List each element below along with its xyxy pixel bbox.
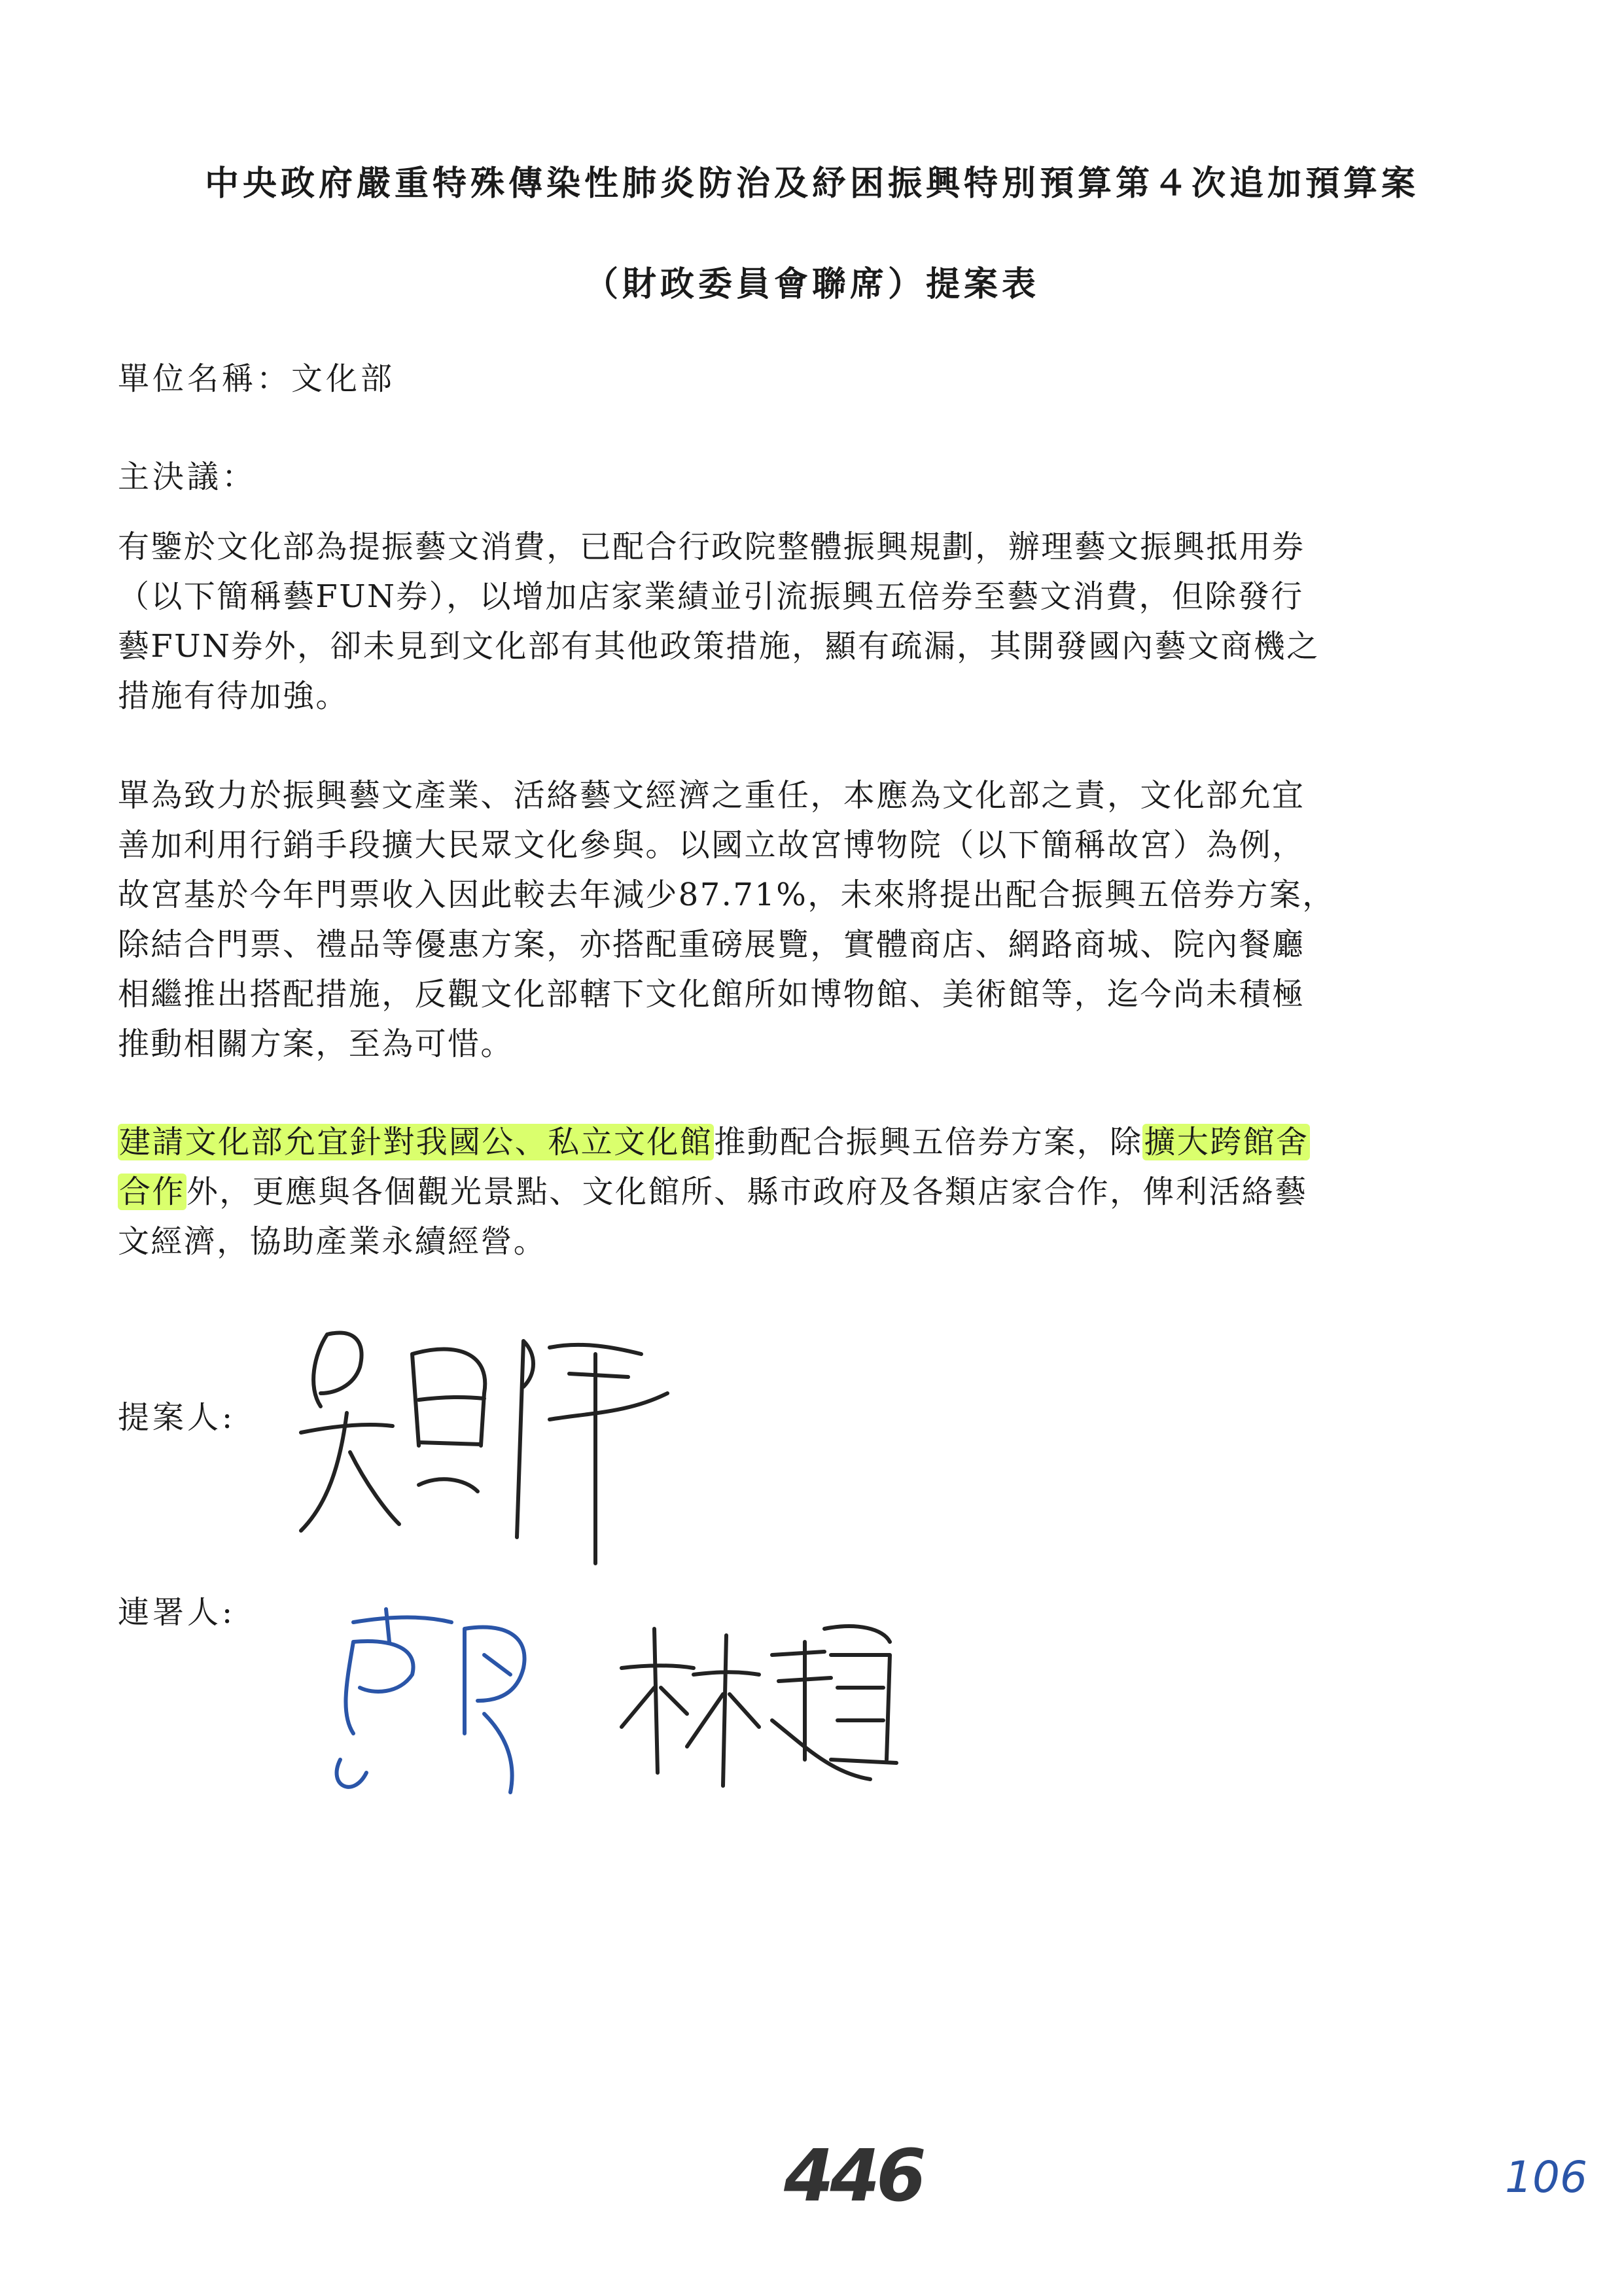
plain-text: 推動配合振興五倍券方案，除 [714,1124,1143,1160]
page-number: 446 [784,2134,923,2218]
paragraph-3-line [118,1167,1498,1217]
highlight-text: 合作 [119,1174,185,1210]
proposer-signature [288,1315,680,1576]
paragraph-1-line: 有鑒於文化部為提振藝文消費，已配合行政院整體振興規劃，辦理藝文振興抵用券 [118,529,1305,565]
paragraph-2-line: 故宮基於今年門票收入因此較去年減少87.71%，未來將提出配合振興五倍券方案， [118,877,1335,913]
paragraph-2-line: 除結合門票、禮品等優惠方案，亦搭配重磅展覽，實體商店、網路商城、院內餐廳 [118,926,1305,963]
paragraph-1 [118,522,1498,721]
proposer-label: 提案人: [118,1399,236,1436]
cosigner-signature-2 [609,1616,909,1812]
paragraph-3-line: 文經濟，協助產業永續經營。 [118,1223,547,1260]
paragraph-2-line: 相繼推出搭配措施，反觀文化部轄下文化館所如博物館、美術館等，迄今尚未積極 [118,976,1305,1013]
paragraph-1-line: （以下簡稱藝FUN券），以增加店家業績並引流振興五倍券至藝文消費，但除發行 [118,578,1304,615]
paragraph-2-line: 善加利用行銷手段擴大民眾文化參與。以國立故宮博物院（以下簡稱故宮）為例， [118,827,1305,863]
document-title: 中央政府嚴重特殊傳染性肺炎防治及紓困振興特別預算第４次追加預算案 [204,164,1419,203]
highlight-text: 擴大跨館舍 [1144,1124,1309,1160]
paragraph-1-line: 藝FUN券外，卻未見到文化部有其他政策措施，顯有疏漏，其開發國內藝文商機之 [118,628,1320,665]
unit-name-line: 單位名稱：文化部 [118,360,396,397]
sheet-number: 106 [1505,2152,1587,2202]
resolution-label: 主決議： [118,459,257,495]
paragraph-2-line: 推動相關方案，至為可惜。 [118,1026,514,1062]
plain-text: 外，更應與各個觀光景點、文化館所、縣市政府及各類店家合作，俾利活絡藝 [186,1174,1308,1210]
cosigner-signature-1 [314,1603,563,1812]
paragraph-3 [118,1117,1498,1266]
paragraph-2-line: 單為致力於振興藝文產業、活絡藝文經濟之重任，本應為文化部之責，文化部允宜 [118,777,1305,814]
paragraph-3-line [118,1117,1498,1167]
cosigner-label: 連署人: [118,1594,236,1631]
paragraph-2 [118,771,1498,1069]
paragraph-1-line: 措施有待加強。 [118,678,349,714]
document-subtitle: （財政委員會聯席）提案表 [584,264,1040,304]
highlight-text: 建請文化部允宜針對我國公、私立文化館 [119,1124,713,1160]
